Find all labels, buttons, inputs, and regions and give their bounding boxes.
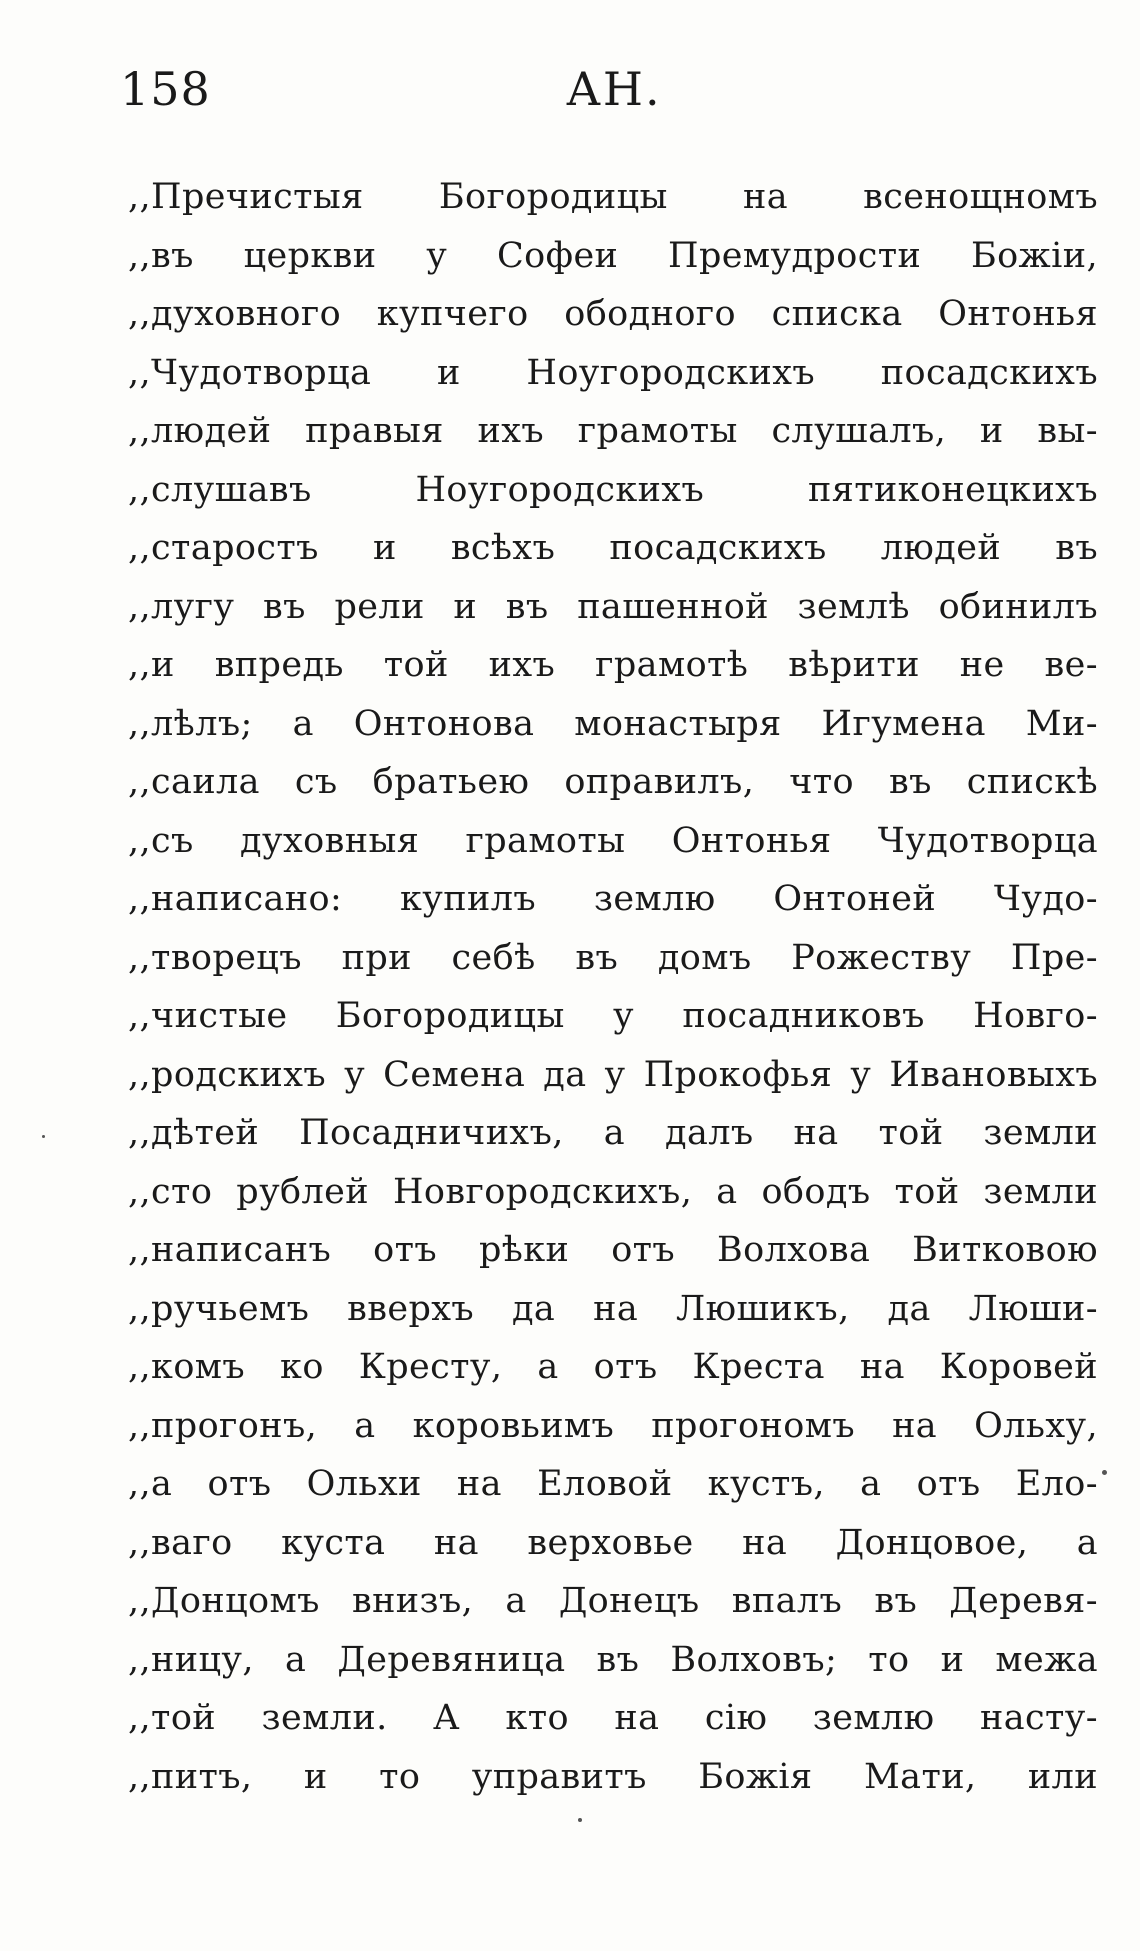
text-line: ,,старостъ и всѣхъ посадскихъ людей въ [128, 528, 1098, 568]
text-line: ,,той земли. А кто на сію землю насту- [128, 1698, 1098, 1738]
running-head: АН. [566, 62, 662, 116]
text-line: ,,саила съ братьею оправилъ, что въ спискѣ [128, 762, 1098, 802]
text-line: ,,ваго куста на верховье на Донцовое, а [128, 1522, 1098, 1563]
paper-speck [1102, 1470, 1107, 1475]
text-line: ,,а отъ Ольхи на Еловой кустъ, а отъ Ело- [128, 1464, 1098, 1504]
text-line: ,,написанъ отъ рѣки отъ Волхова Витковою [128, 1230, 1098, 1270]
text-line: ,,ницу, а Деревяница въ Волховъ; то и межа [128, 1639, 1098, 1680]
text-line: ,,въ церкви у Софеи Премудрости Божіи, [128, 235, 1098, 276]
text-line: ,,и впредь той ихъ грамотѣ вѣрити не ве- [128, 645, 1098, 685]
text-line: ,,сто рублей Новгородскихъ, а ободъ той земли [128, 1171, 1098, 1212]
text-line: ,,прогонъ, а коровьимъ прогономъ на Ольху, [128, 1405, 1098, 1446]
text-line: ,,написано: купилъ землю Онтоней Чудо- [128, 879, 1098, 919]
text-line: ,,Донцомъ внизъ, а Донецъ впалъ въ Деревя- [128, 1581, 1098, 1621]
text-line: ,,Чудотворца и Ноугородскихъ посадскихъ [128, 352, 1098, 393]
text-line: ,,комъ ко Кресту, а отъ Креста на Коровей [128, 1347, 1098, 1387]
paper-speck [578, 1818, 582, 1822]
text-line: ,,чистые Богородицы у посадниковъ Новго- [128, 996, 1098, 1036]
text-line: ,,слушавъ Ноугородскихъ пятиконецкихъ [128, 469, 1098, 510]
text-line: ,,творецъ при себѣ въ домъ Рожеству Пре- [128, 937, 1098, 978]
text-line: ,,дѣтей Посадничихъ, а далъ на той земли [128, 1113, 1098, 1153]
page-header [0, 62, 1140, 122]
paper-speck [42, 1135, 45, 1138]
text-line: ,,питъ, и то управитъ Божія Мати, или [128, 1756, 1098, 1797]
text-line: ,,людей правыя ихъ грамоты слушалъ, и вы- [128, 411, 1098, 451]
text-line: ,,лѣлъ; а Онтонова монастыря Игумена Ми- [128, 703, 1098, 744]
text-line: ,,съ духовныя грамоты Онтонья Чудотворца [128, 820, 1098, 861]
text-line: ,,лугу въ рели и въ пашенной землѣ обинилъ [128, 586, 1098, 627]
text-line: ,,Пречистыя Богородицы на всенощномъ [128, 177, 1098, 217]
text-line: ,,ручьемъ вверхъ да на Люшикъ, да Люши- [128, 1288, 1098, 1329]
text-line: ,,родскихъ у Семена да у Прокофья у Ивановыхъ [128, 1054, 1098, 1095]
page-number: 158 [120, 62, 211, 116]
text-line: ,,духовного купчего ободного списка Онтонья [128, 294, 1098, 334]
body-text [128, 168, 1098, 1806]
